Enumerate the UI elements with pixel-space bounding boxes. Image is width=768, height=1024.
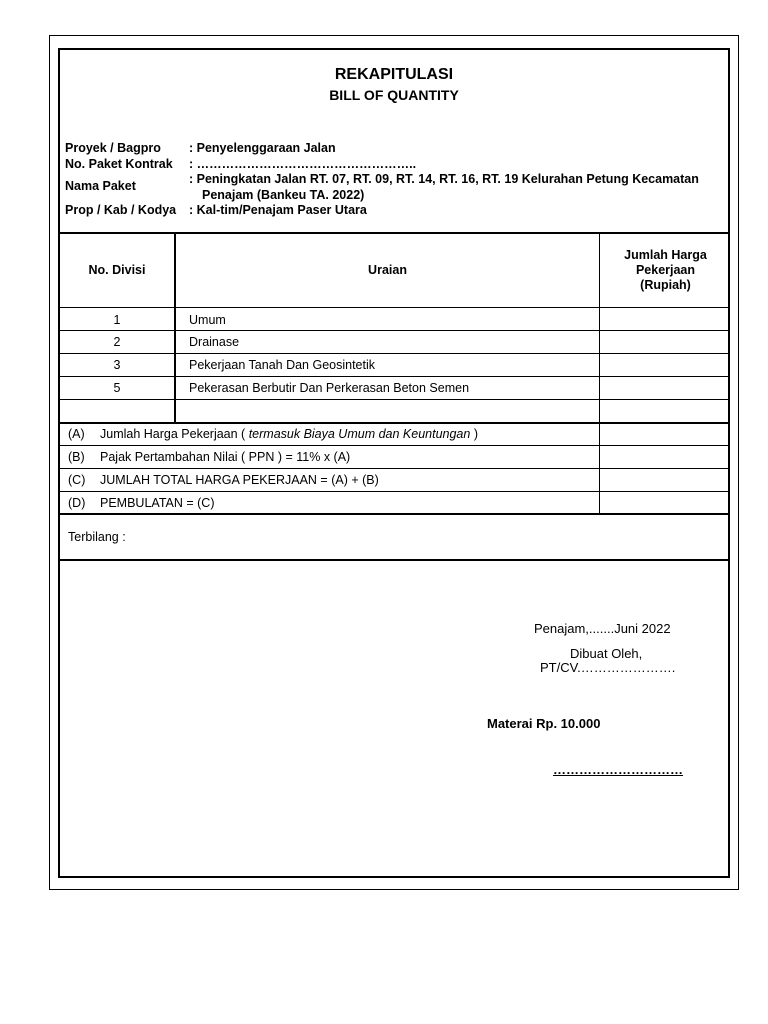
row-no: 2 — [113, 335, 121, 349]
info-label-paket-kontrak: No. Paket Kontrak — [65, 157, 173, 171]
doc-title: REKAPITULASI — [334, 66, 454, 83]
summary-code-b: (B) — [68, 450, 85, 464]
info-label-nama-paket: Nama Paket — [65, 179, 136, 193]
info-label-prop: Prop / Kab / Kodya — [65, 203, 177, 217]
row-line — [58, 330, 730, 331]
header-jumlah-line1: Jumlah Harga — [624, 248, 707, 262]
info-label-proyek: Proyek / Bagpro — [65, 141, 161, 155]
row-uraian: Drainase — [189, 335, 240, 349]
header-bottom-line — [58, 307, 730, 308]
summary-top-line — [58, 422, 730, 424]
summary-text-a: Jumlah Harga Pekerjaan ( termasuk Biaya Umum dan Keuntungan ) — [100, 427, 478, 441]
summary-text-d: PEMBULATAN = (C) — [100, 496, 215, 510]
summary-code-a: (A) — [68, 427, 85, 441]
info-value-prop: : Kal-tim/Penajam Paser Utara — [189, 203, 367, 217]
made-by: Dibuat Oleh, — [570, 646, 643, 661]
header-jumlah-line2: Pekerjaan — [635, 263, 696, 277]
doc-subtitle: BILL OF QUANTITY — [329, 87, 459, 103]
place-date: Penajam,.......Juni 2022 — [534, 621, 671, 636]
header-uraian: Uraian — [368, 263, 407, 277]
row-uraian: Umum — [189, 313, 226, 327]
row-line — [58, 491, 730, 492]
header-no-divisi: No. Divisi — [88, 263, 146, 277]
row-line — [58, 376, 730, 377]
row-line — [58, 445, 730, 446]
row-line — [58, 399, 730, 400]
terbilang-bottom-line — [58, 559, 730, 561]
materai-label: Materai Rp. 10.000 — [487, 716, 601, 731]
col-divider-2 — [599, 233, 600, 514]
info-value-nama-paket-line2: Penajam (Bankeu TA. 2022) — [202, 188, 365, 202]
summary-bottom-line — [58, 513, 730, 515]
row-uraian: Pekerasan Berbutir Dan Perkerasan Beton Semen — [189, 381, 470, 395]
info-value-proyek: : Penyelenggaraan Jalan — [189, 141, 336, 155]
info-value-nama-paket-line1: : Peningkatan Jalan RT. 07, RT. 09, RT. 14, RT. 16, RT. 19 Kelurahan Petung Kecamatan — [189, 172, 699, 186]
header-jumlah-line3: (Rupiah) — [640, 278, 691, 292]
row-line — [58, 468, 730, 469]
summary-code-d: (D) — [68, 496, 86, 510]
summary-code-c: (C) — [68, 473, 86, 487]
row-uraian: Pekerjaan Tanah Dan Geosintetik — [189, 358, 375, 372]
row-no: 5 — [113, 381, 121, 395]
company: PT/CV.…………………. — [540, 660, 676, 675]
row-line — [58, 353, 730, 354]
table-top-line — [58, 232, 730, 234]
summary-text-c: JUMLAH TOTAL HARGA PEKERJAAN = (A) + (B) — [100, 473, 379, 487]
summary-text-b: Pajak Pertambahan Nilai ( PPN ) = 11% x (A) — [100, 450, 351, 464]
signer-line: ………………………… — [553, 762, 683, 777]
info-value-paket-kontrak: : …………………………………………….. — [189, 157, 417, 171]
row-no: 1 — [113, 313, 121, 327]
terbilang-label: Terbilang : — [68, 530, 126, 544]
row-no: 3 — [113, 358, 121, 372]
col-divider-1 — [174, 233, 176, 422]
